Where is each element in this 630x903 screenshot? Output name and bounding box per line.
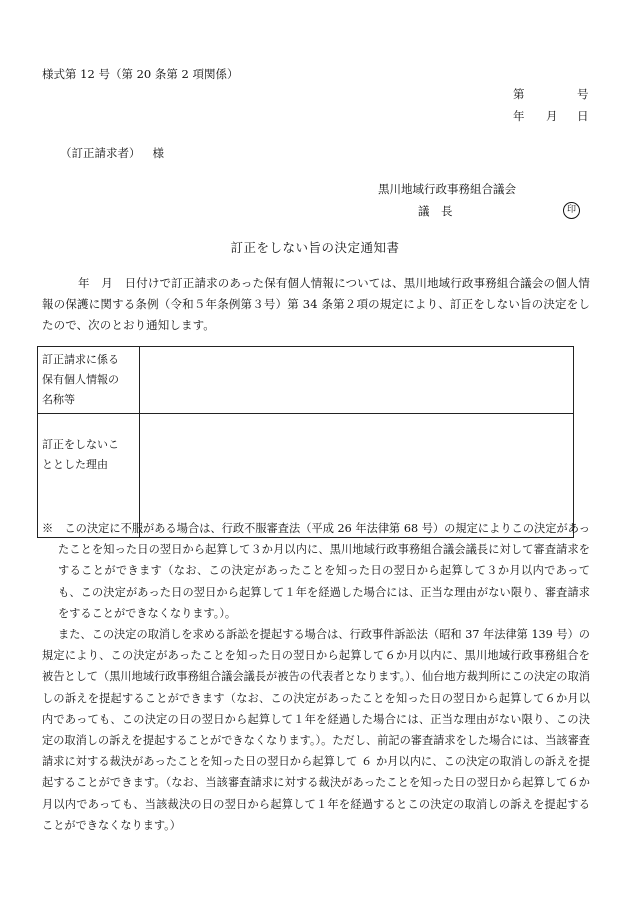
table-row: [38, 347, 574, 414]
note-lawsuit: また、この決定の取消しを求める訴訟を提起する場合は、行政事件訴訟法（昭和 37 年法律第 139 号）の規定により、この決定があったことを知った日の翌日から起算して６か月以内に、黒川地域行政事務組合を被告として（黒川地域行政事務組合議会議長が被告の代表者となります。）、仙台地方裁判所にこの決定の取消しの訴えを提起することができます（なお、この決定があったことを知った日の翌日から起算して６か月以内であっても、この決定の日の翌日から起算して１年を経過した場合には、正当な理由がない限り、この決定の取消しの訴えを提起することができなくなります。）。ただし、前記の審査請求をした場合には、当該審査請求に対する裁決があったことを知った日の翌日から起算して ６ か月以内に、この決定の取消しの訴えを提起することができます。（なお、当該審査請求に対する裁決があったことを知った日の翌日から起算して６か月以内であっても、当該裁決の日の翌日から起算して１年を経過するとこの決定の取消しの訴えを提起することができなくなります。）: [42, 628, 590, 832]
issuer-organization: 黒川地域行政事務組合議会: [378, 182, 516, 196]
date-month: 月: [546, 109, 558, 123]
notes: [42, 518, 590, 836]
date-year: 年: [513, 109, 525, 123]
row-label-reason: 訂正をしないこ ととした理由: [38, 414, 140, 538]
row-value-info-name: [140, 347, 574, 414]
addressee-label: （訂正請求者）: [60, 146, 141, 160]
issuer-title: 議 長: [418, 204, 453, 218]
date-day: 日: [577, 109, 589, 123]
addressee: [60, 145, 164, 161]
row-label-info-name: 訂正請求に係る 保有個人情報の 名称等: [38, 347, 140, 414]
addressee-honorific: 様: [152, 146, 164, 160]
doc-no-prefix: 第: [513, 87, 525, 101]
body-paragraph: 年 月 日付けで訂正請求のあった保有個人情報については、黒川地域行政事務組合議会の個人情報の保護に関する条例（令和５年条例第３号）第 34 条第２項の規定により、訂正をしない旨の決定をしたので、次のとおり通知します。: [42, 276, 590, 332]
document-title: 訂正をしない旨の決定通知書: [230, 240, 400, 255]
doc-no-suffix: 号: [577, 87, 589, 101]
form-number: 様式第 12 号（第 20 条第 2 項関係）: [42, 67, 239, 81]
note-appeal: ※ この決定に不服がある場合は、行政不服審査法（平成 26 年法律第 68 号）の規定によりこの決定があったことを知った日の翌日から起算して３か月以内に、黒川地域行政事務組合議会議長に対して審査請求をすることができます（なお、この決定があったことを知った日の翌日から起算して３か月以内であっても、この決定があった日の翌日から起算して１年を経過した場合には、正当な理由がない限り、審査請求をすることができなくなります。）。: [42, 522, 590, 620]
seal-mark: 印: [563, 202, 580, 219]
info-table: [37, 346, 574, 538]
